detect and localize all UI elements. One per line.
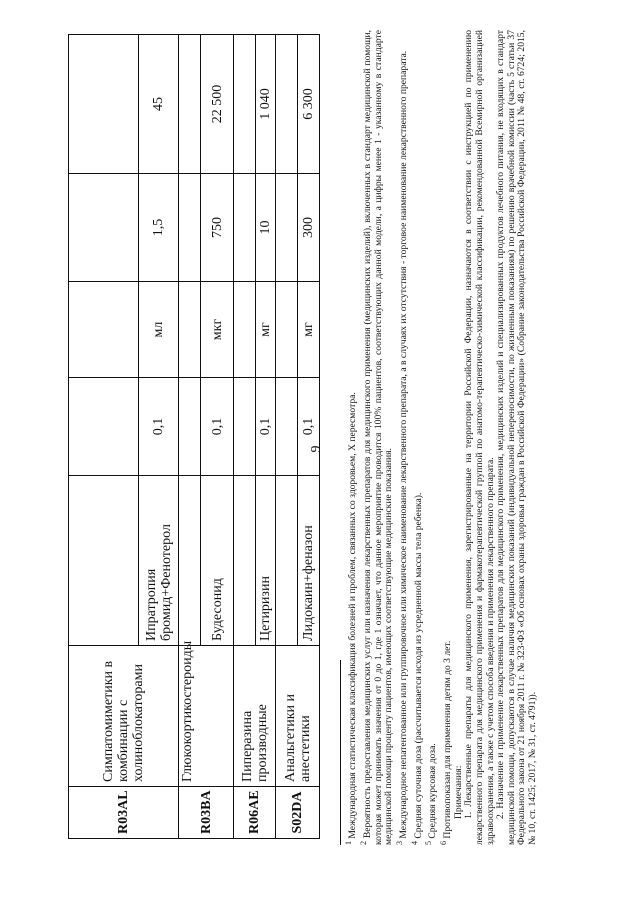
atx-code: S02DA <box>276 787 320 839</box>
footnote-separator <box>340 660 341 845</box>
course-dose: 45 <box>139 35 179 174</box>
empty-cell <box>69 174 139 282</box>
daily-dose: 10 <box>256 174 276 282</box>
unit: мкг <box>201 282 234 378</box>
empty-cell <box>234 174 256 282</box>
empty-cell <box>234 35 256 174</box>
empty-cell <box>179 476 201 646</box>
atx-group: Симпатомиметики в комбинации с холиноблокаторами <box>69 646 179 787</box>
footnotes <box>340 30 539 845</box>
empty-cell <box>69 476 139 646</box>
empty-cell <box>179 35 201 174</box>
empty-cell <box>179 378 201 476</box>
footnote-3: $^3$ Международное непатентованное или группировочное или химическое наименование лекарственного препарата, а в случаях их отсутствия - торговое наименование лекарственного препарата. <box>394 50 409 845</box>
page-number: 9 <box>309 445 324 453</box>
atx-group: Глюкокортикостероиды <box>179 646 234 787</box>
footnote-6: $^6$ Противопоказан для применения детям до 3 лет. <box>439 640 454 845</box>
footnote-4: $^4$ Средняя суточная доза (рассчитывается исходя из усредненной массы тела ребенка). <box>409 492 424 845</box>
table-row <box>69 35 139 839</box>
empty-cell <box>234 476 256 646</box>
empty-cell <box>69 282 139 378</box>
course-dose: 1 040 <box>256 35 276 174</box>
daily-dose: 1,5 <box>139 174 179 282</box>
atx-code: R03AL <box>69 787 179 839</box>
drug-name: Будесонид <box>201 476 234 646</box>
frequency: 0,1 <box>201 378 234 476</box>
empty-cell <box>276 35 298 174</box>
drug-name: Лидокаин+феназон <box>298 476 320 646</box>
table-row <box>179 35 201 839</box>
unit: мг <box>298 282 320 378</box>
empty-cell <box>234 282 256 378</box>
atx-group: Анальгетики и анестетики <box>276 646 320 787</box>
unit: мл <box>139 282 179 378</box>
empty-cell <box>179 282 201 378</box>
atx-group: Пиперазина производные <box>234 646 276 787</box>
atx-code: R06AE <box>234 787 276 839</box>
notes-title: Примечания: <box>452 765 464 819</box>
empty-cell <box>179 174 201 282</box>
table-row <box>276 35 298 839</box>
atx-code: R03BA <box>179 787 234 839</box>
frequency: 0,1 <box>139 378 179 476</box>
course-dose: 22 500 <box>201 35 234 174</box>
empty-cell <box>69 378 139 476</box>
drug-name: Ипратропия бромид+Фенотерол <box>139 476 179 646</box>
daily-dose: 300 <box>298 174 320 282</box>
course-dose: 6 300 <box>298 35 320 174</box>
drug-name: Цетиризин <box>256 476 276 646</box>
table-row <box>234 35 256 839</box>
empty-cell <box>234 378 256 476</box>
footnote-5: $^5$ Средняя курсовая доза. <box>424 743 439 845</box>
empty-cell <box>276 378 298 476</box>
note-1: 1. Лекарственные препараты для медицинского применения, зарегистрированные на территории Российской Федерации, назначаются в соответствии с инструкцией по применению лекарственного препарата для медицинского применения и фармакотерапевтической группой по анатомо-терапевтическо-химической классификации, рекомендованной Всемирной организацией здравоохранения, а также с учетом способа введения и применения лекарственного препарата. <box>463 30 496 845</box>
empty-cell <box>276 476 298 646</box>
empty-cell <box>69 35 139 174</box>
frequency: 0,1 <box>256 378 276 476</box>
frequency: 0,1 <box>298 378 320 476</box>
footnote-1: $^1$ Международная статистическая классификация болезней и проблем, связанных со здоровьем, X пересмотра. <box>344 392 359 845</box>
unit: мг <box>256 282 276 378</box>
note-2: 2. Назначение и применение лекарственных препаратов для медицинского применения, медицинских изделий и специализированных продуктов лечебного питания, не входящих в стандарт медицинской помощи, допускаются в случае наличия медицинских показаний (индивидуальной непереносимости, по жизненным показаниям) по решению врачебной комиссии (часть 5 статьи 37 Федерального закона от 21 ноября 2011 г. № 323-ФЗ «Об основах охраны здоровья граждан в Российской Федерации» (Собрание законодательства Российской Федерации, 2011 № 48, ст. 6724; 2015, № 10, ст. 1425; 2017, № 31, ст. 4791)). <box>495 30 539 845</box>
daily-dose: 750 <box>201 174 234 282</box>
footnote-2: $^2$ Вероятность предоставления медицинских услуг или назначения лекарственных препаратов для медицинского применения (медицинских изделий), включенных в стандарт медицинской помощи, которая может принимать значения от 0 до 1, где 1 означает, что данное мероприятие проводится 100% пациентов, соответствующих данной модели, а цифры менее 1 - указанному в стандарте медицинской помощи проценту пациентов, имеющих соответствующие медицинские показания. <box>358 30 395 845</box>
drug-standard-table <box>68 34 320 839</box>
empty-cell <box>276 282 298 378</box>
empty-cell <box>276 174 298 282</box>
